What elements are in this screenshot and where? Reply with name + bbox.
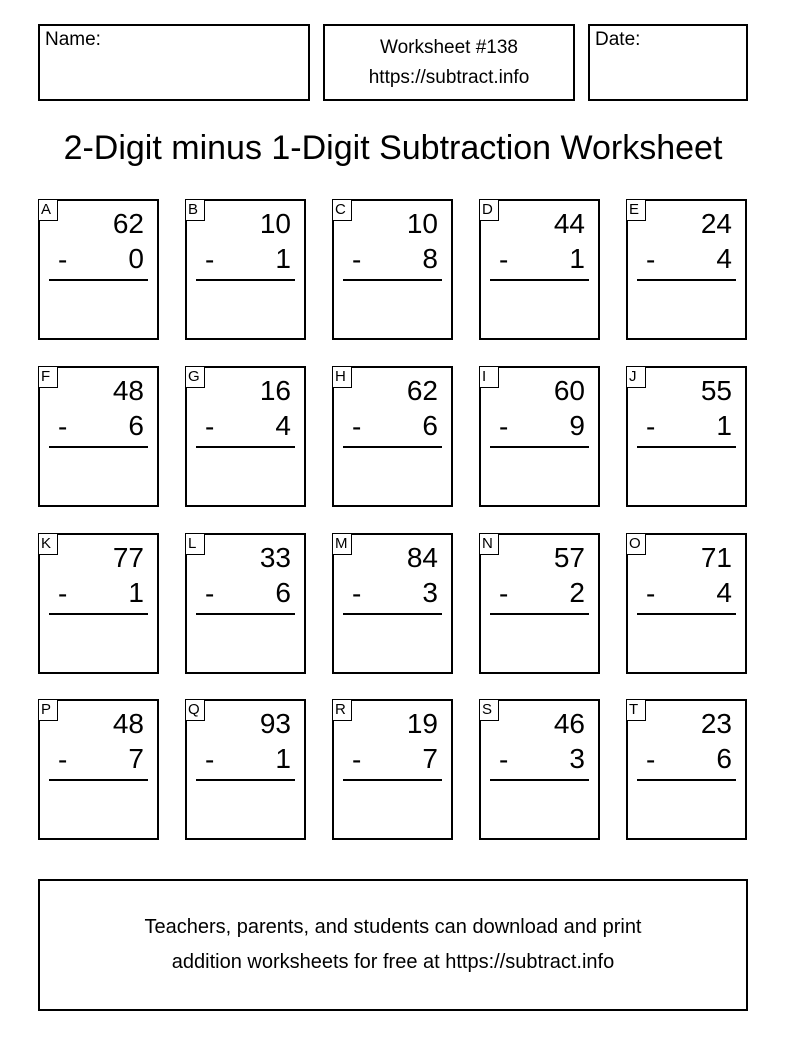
minuend: 10 <box>406 208 438 239</box>
problem-card <box>185 199 306 340</box>
problem-letter: D <box>479 199 499 221</box>
problem-card <box>626 699 747 840</box>
minuend: 77 <box>112 542 144 573</box>
answer-line <box>49 779 148 781</box>
minus-sign: - <box>352 744 362 775</box>
problem-card <box>479 699 600 840</box>
answer-line <box>196 446 295 448</box>
problem-letter: J <box>626 366 646 388</box>
minus-sign: - <box>352 411 362 442</box>
problem-letter: Q <box>185 699 205 721</box>
minus-sign: - <box>499 578 509 609</box>
subtrahend: 4 <box>716 577 732 608</box>
minus-sign: - <box>58 244 68 275</box>
problem-letter: R <box>332 699 352 721</box>
problem-card <box>185 533 306 674</box>
answer-line <box>49 446 148 448</box>
minus-sign: - <box>646 578 656 609</box>
subtrahend: 3 <box>422 577 438 608</box>
problem-letter: F <box>38 366 58 388</box>
minuend: 60 <box>553 375 585 406</box>
problem-card <box>185 699 306 840</box>
minus-sign: - <box>58 578 68 609</box>
problem-letter: S <box>479 699 499 721</box>
minuend: 48 <box>112 708 144 739</box>
problem-card <box>38 533 159 674</box>
answer-line <box>637 446 736 448</box>
minus-sign: - <box>58 411 68 442</box>
answer-line <box>490 279 589 281</box>
minus-sign: - <box>205 411 215 442</box>
subtrahend: 7 <box>128 743 144 774</box>
problem-card <box>185 366 306 507</box>
minuend: 16 <box>259 375 291 406</box>
footer-line-2: addition worksheets for free at https://subtract.info <box>171 951 615 973</box>
answer-line <box>490 446 589 448</box>
minuend: 23 <box>700 708 732 739</box>
problem-letter: P <box>38 699 58 721</box>
minuend: 19 <box>406 708 438 739</box>
problem-card <box>626 199 747 340</box>
minus-sign: - <box>646 744 656 775</box>
problem-letter: G <box>185 366 205 388</box>
problem-card <box>332 366 453 507</box>
minuend: 33 <box>259 542 291 573</box>
minus-sign: - <box>499 411 509 442</box>
problem-card <box>479 199 600 340</box>
problem-letter: K <box>38 533 58 555</box>
answer-line <box>343 613 442 615</box>
minus-sign: - <box>205 578 215 609</box>
subtrahend: 9 <box>569 410 585 441</box>
footer-note <box>38 879 748 1011</box>
problem-letter: O <box>626 533 646 555</box>
minus-sign: - <box>646 244 656 275</box>
minuend: 46 <box>553 708 585 739</box>
name-box <box>38 24 310 101</box>
minuend: 62 <box>406 375 438 406</box>
site-url: https://subtract.info <box>368 66 530 88</box>
answer-line <box>196 613 295 615</box>
problem-card <box>332 699 453 840</box>
minuend: 84 <box>406 542 438 573</box>
subtrahend: 6 <box>128 410 144 441</box>
problem-letter: E <box>626 199 646 221</box>
subtrahend: 7 <box>422 743 438 774</box>
minuend: 57 <box>553 542 585 573</box>
answer-line <box>49 613 148 615</box>
worksheet-info-box <box>323 24 575 101</box>
answer-line <box>637 779 736 781</box>
minus-sign: - <box>205 744 215 775</box>
problem-letter: M <box>332 533 352 555</box>
problem-letter: T <box>626 699 646 721</box>
subtrahend: 4 <box>716 243 732 274</box>
minuend: 44 <box>553 208 585 239</box>
answer-line <box>490 613 589 615</box>
date-box <box>588 24 748 101</box>
minus-sign: - <box>205 244 215 275</box>
problem-card <box>38 199 159 340</box>
subtrahend: 1 <box>716 410 732 441</box>
subtrahend: 6 <box>275 577 291 608</box>
minus-sign: - <box>352 578 362 609</box>
page-title: 2-Digit minus 1-Digit Subtraction Worksheet <box>63 129 723 167</box>
problem-card <box>38 366 159 507</box>
problem-letter: L <box>185 533 205 555</box>
problem-card <box>479 366 600 507</box>
minus-sign: - <box>58 744 68 775</box>
problem-letter: B <box>185 199 205 221</box>
subtrahend: 3 <box>569 743 585 774</box>
subtrahend: 1 <box>569 243 585 274</box>
minuend: 24 <box>700 208 732 239</box>
minuend: 62 <box>112 208 144 239</box>
worksheet-number: Worksheet #138 <box>379 36 518 58</box>
subtrahend: 6 <box>422 410 438 441</box>
minus-sign: - <box>352 244 362 275</box>
problem-letter: C <box>332 199 352 221</box>
answer-line <box>49 279 148 281</box>
answer-line <box>637 613 736 615</box>
footer-line-1: Teachers, parents, and students can download and print <box>144 916 642 938</box>
minuend: 71 <box>700 542 732 573</box>
minuend: 93 <box>259 708 291 739</box>
minuend: 10 <box>259 208 291 239</box>
problem-card <box>332 533 453 674</box>
minus-sign: - <box>499 744 509 775</box>
minuend: 55 <box>700 375 732 406</box>
minus-sign: - <box>646 411 656 442</box>
minus-sign: - <box>499 244 509 275</box>
problem-card <box>332 199 453 340</box>
problem-letter: H <box>332 366 352 388</box>
subtrahend: 1 <box>275 743 291 774</box>
name-label: Name: <box>45 29 101 50</box>
problem-card <box>626 533 747 674</box>
problem-letter: A <box>38 199 58 221</box>
problem-letter: I <box>479 366 499 388</box>
answer-line <box>343 279 442 281</box>
answer-line <box>196 279 295 281</box>
answer-line <box>196 779 295 781</box>
subtrahend: 1 <box>275 243 291 274</box>
problem-letter: N <box>479 533 499 555</box>
subtrahend: 4 <box>275 410 291 441</box>
subtrahend: 1 <box>128 577 144 608</box>
subtrahend: 8 <box>422 243 438 274</box>
answer-line <box>637 279 736 281</box>
problem-card <box>479 533 600 674</box>
subtrahend: 0 <box>128 243 144 274</box>
problem-card <box>38 699 159 840</box>
problem-card <box>626 366 747 507</box>
subtrahend: 2 <box>569 577 585 608</box>
answer-line <box>343 446 442 448</box>
answer-line <box>490 779 589 781</box>
answer-line <box>343 779 442 781</box>
subtrahend: 6 <box>716 743 732 774</box>
minuend: 48 <box>112 375 144 406</box>
date-label: Date: <box>595 29 641 50</box>
